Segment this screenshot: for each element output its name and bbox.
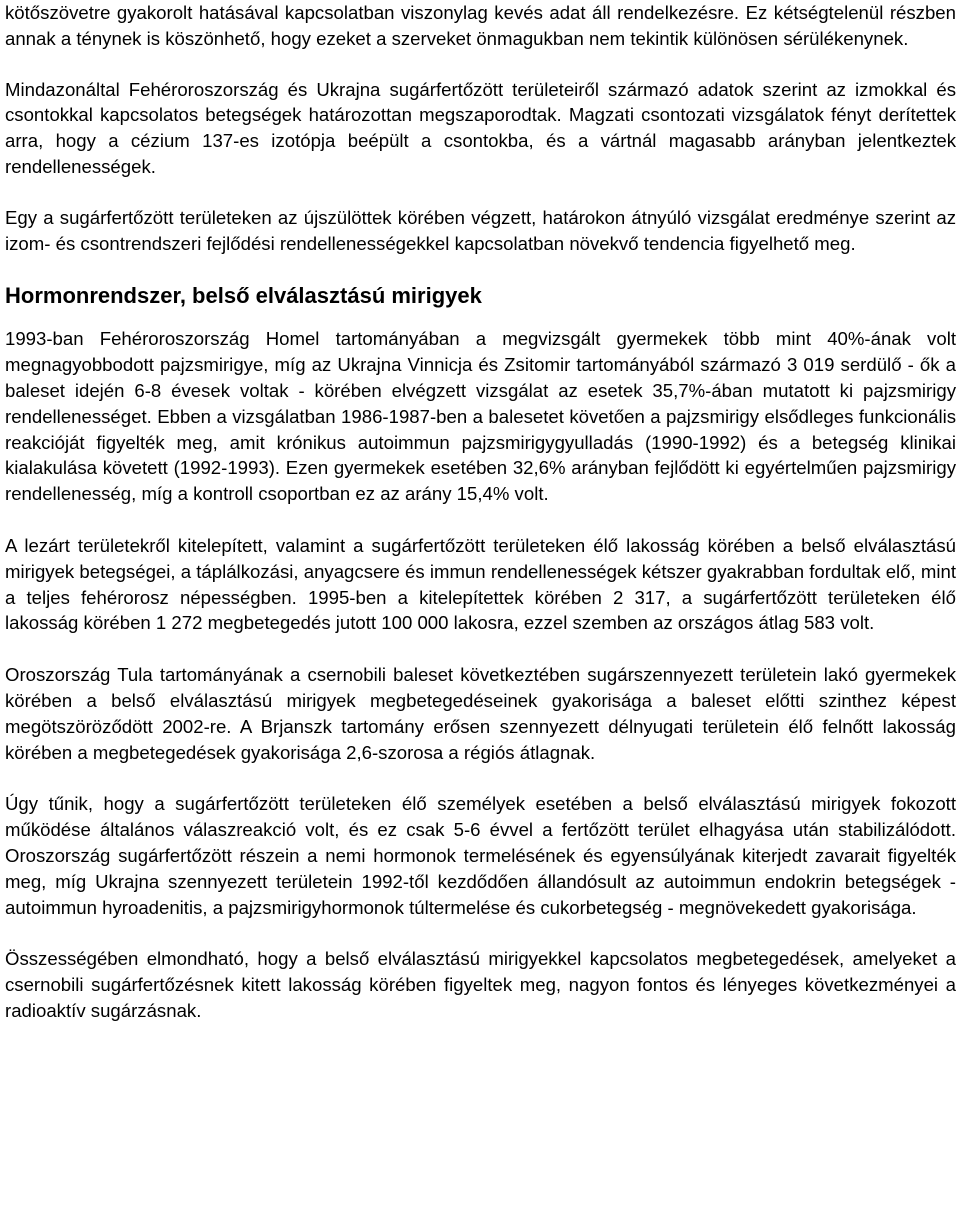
- paragraph-muscle-bone-diseases: Mindazonáltal Fehéroroszország és Ukrajna sugárfertőzött területeiről származó adatok szerint az izmokkal és csontokkal kapcsolatos betegségek határozottan megszaporodtak. Magzati csontozati vizsgálatok fényt derítettek arra, hogy a cézium 137-es izotópja beépült a csontokba, és a vártnál magasabb arányban jelentkeztek rendellenességek.: [5, 78, 956, 177]
- paragraph-newborn-study: Egy a sugárfertőzött területeken az újszülöttek körében végzett, határokon átnyúló vizsgálat eredménye szerint az izom- és csontrendszeri fejlődési rendellenességekkel kapcsolatban növekvő tendencia figyelhető meg.: [5, 206, 956, 254]
- paragraph-tula-bryansk: Oroszország Tula tartományának a csernobili baleset következtében sugárszennyezett területein lakó gyermekek körében a belső elválasztású mirigyek megbetegedéseinek gyakorisága a baleset előtti szinthez képest megötszöröződött 2002-re. A Brjanszk tartomány erősen szennyezett délnyugati területein élő felnőtt lakosság körében a megbetegedések gyakorisága 2,6-szorosa a régiós átlagnak.: [5, 664, 956, 763]
- paragraph-endocrine-resettled: A lezárt területekről kitelepített, valamint a sugárfertőzött területeken élő lakosság körében a belső elválasztású mirigyek betegségei, a táplálkozási, anyagcsere és immun rendellenességek kétszer gyakrabban fordultak elő, mint a teljes fehérorosz népességben. 1995-ben a kitelepítettek körében 2 317, a sugárfertőzött területeken élő lakosság körében 1 272 megbetegedés jutott 100 000 lakosra, ezzel szemben az országos átlag 583 volt.: [5, 534, 956, 634]
- paragraph-endocrine-response: Úgy tűnik, hogy a sugárfertőzött területeken élő személyek esetében a belső elválasztású mirigyek fokozott működése általános válaszreakció volt, és ez csak 5-6 évvel a fertőzött terület elhagyása után stabilizálódott. Oroszország sugárfertőzött részein a nemi hormonok termelésének és egyensúlyának kiterjedt zavarait figyelték meg, míg Ukrajna szennyezett területein 1992-től kezdődően állandósult az autoimmun endokrin betegségek - autoimmun hyroadenitis, a pajzsmirigyhormonok túltermelése és cukorbetegség - megnövekedett gyakorisága.: [5, 793, 956, 918]
- document-page: [5, 0, 956, 1024]
- paragraph-thyroid-study: 1993-ban Fehéroroszország Homel tartományában a megvizsgált gyermekek több mint 40%-ának volt megnagyobbodott pajzsmirigye, míg az Ukrajna Vinnicja és Zsitomir tartományából származó 3 019 serdülő - ők a baleset idején 6-8 évesek voltak - körében elvégzett vizsgálat az esetek 35,7%-ában mutatott ki pajzsmirigy rendellenességet. Ebben a vizsgálatban 1986-1987-ben a balesetet követően a pajzsmirigy elsődleges funkcionális reakcióját figyelték meg, amit krónikus autoimmun pajzsmirigygyulladás (1990-1992) és a betegség klinikai kialakulása követett (1992-1993). Ezen gyermekek esetében 32,6% arányban fejlődött ki egyértelműen pajzsmirigy rendellenesség, míg a kontroll csoportban ez az arány 15,4% volt.: [5, 328, 956, 505]
- paragraph-connective-tissue: kötőszövetre gyakorolt hatásával kapcsolatban viszonylag kevés adat áll rendelkezésre. Ez kétségtelenül részben annak a ténynek is köszönhető, hogy ezeket a szerveket önmagukban nem tekintik különösen sérülékenynek.: [5, 2, 956, 49]
- section-heading: Hormonrendszer, belső elválasztású mirigyek: [5, 283, 482, 309]
- paragraph-summary: Összességében elmondható, hogy a belső elválasztású mirigyekkel kapcsolatos megbetegedések, amelyeket a csernobili sugárfertőzésnek kitett lakosság körében figyeltek meg, nagyon fontos és lényeges következményei a radioaktív sugárzásnak.: [5, 948, 956, 1021]
